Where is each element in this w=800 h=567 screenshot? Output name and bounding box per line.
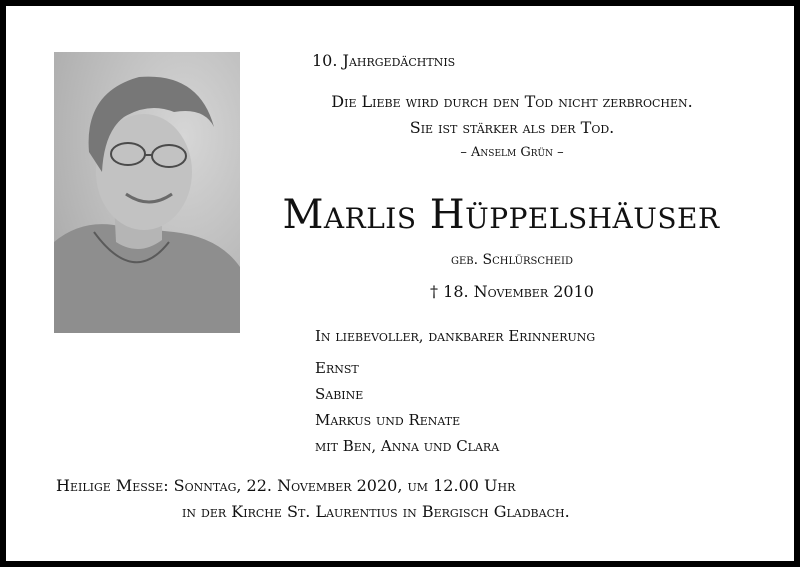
mass-info-line-1: Heilige Messe: Sonntag, 22. November 2020, um 12.00 Uhr: [56, 476, 516, 495]
obituary-notice: [6, 6, 794, 561]
death-date: † 18. November 2010: [430, 282, 594, 301]
mourner-name: Markus und Renate: [315, 411, 461, 429]
memory-text: In liebevoller, dankbarer Erinnerung: [315, 327, 596, 345]
portrait-photo: [54, 52, 240, 333]
mass-info-line-2: in der Kirche St. Laurentius in Bergisch Gladbach.: [182, 502, 570, 521]
birth-name: geb. Schlürscheid: [450, 252, 574, 268]
quote-line-2: Sie ist stärker als der Tod.: [409, 118, 615, 137]
quote-line-1: Die Liebe wird durch den Tod nicht zerbrochen.: [331, 92, 693, 111]
deceased-name: Marlis Hüppelshäuser: [282, 192, 720, 238]
mourner-name: Sabine: [315, 385, 364, 403]
mourner-name: Ernst: [315, 359, 359, 377]
mourners-list: [315, 355, 499, 459]
mourner-name: mit Ben, Anna und Clara: [315, 437, 500, 455]
anniversary-label: 10. Jahrgedächtnis: [312, 51, 456, 70]
quote-author: – Anselm Grün –: [460, 145, 564, 160]
